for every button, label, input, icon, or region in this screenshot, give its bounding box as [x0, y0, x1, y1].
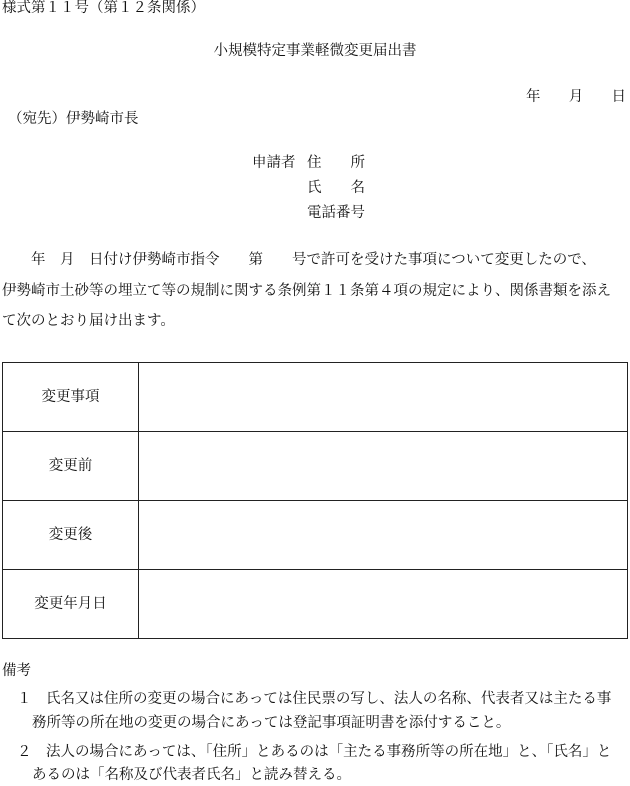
note-1-line-2: 務所等の所在地の変更の場合にあっては登記事項証明書を添付すること。	[32, 715, 511, 731]
row-value-change-item[interactable]	[139, 363, 628, 432]
date-line	[526, 90, 626, 105]
table-row	[3, 570, 628, 639]
date-month-label: 月	[568, 89, 584, 105]
row-label-after: 変更後	[3, 501, 139, 570]
change-table	[2, 362, 628, 639]
row-value-after[interactable]	[139, 501, 628, 570]
row-value-change-date[interactable]	[139, 570, 628, 639]
address-label: 住 所	[307, 155, 365, 171]
body-line-3: て次のとおり届け出ます。	[2, 313, 175, 329]
name-label: 氏 名	[307, 180, 365, 196]
note-2-line-2: あるのは「名称及び代表者氏名」と読み替える。	[32, 767, 351, 783]
phone-label: 電話番号	[307, 205, 365, 221]
table-row	[3, 432, 628, 501]
addressee: （宛先）伊勢崎市長	[8, 111, 139, 127]
form-number: 様式第１１号（第１２条関係）	[2, 0, 205, 16]
document-title: 小規模特定事業軽微変更届出書	[213, 43, 417, 59]
note-2-line-1: ２ 法人の場合にあっては、「住所」とあるのは「主たる事務所等の所在地」と、「氏名」と	[17, 744, 612, 760]
body-line-1: 年 月 日付け伊勢崎市指令 第 号で許可を受けた事項について変更したので、	[2, 252, 596, 268]
date-day-label: 日	[611, 89, 626, 105]
table-row	[3, 501, 628, 570]
row-label-change-date: 変更年月日	[3, 570, 139, 639]
table-row	[3, 363, 628, 432]
row-value-before[interactable]	[139, 432, 628, 501]
notes-title: 備考	[2, 663, 31, 679]
row-label-before: 変更前	[3, 432, 139, 501]
note-1-line-1: １ 氏名又は住所の変更の場合にあっては住民票の写し、法人の名称、代表者又は主たる事	[17, 691, 612, 707]
date-year-label: 年	[526, 89, 541, 105]
applicant-heading: 申請者	[252, 155, 296, 171]
body-line-2: 伊勢崎市土砂等の埋立て等の規制に関する条例第１１条第４項の規定により、関係書類を添え	[2, 283, 611, 299]
row-label-change-item: 変更事項	[3, 363, 139, 432]
